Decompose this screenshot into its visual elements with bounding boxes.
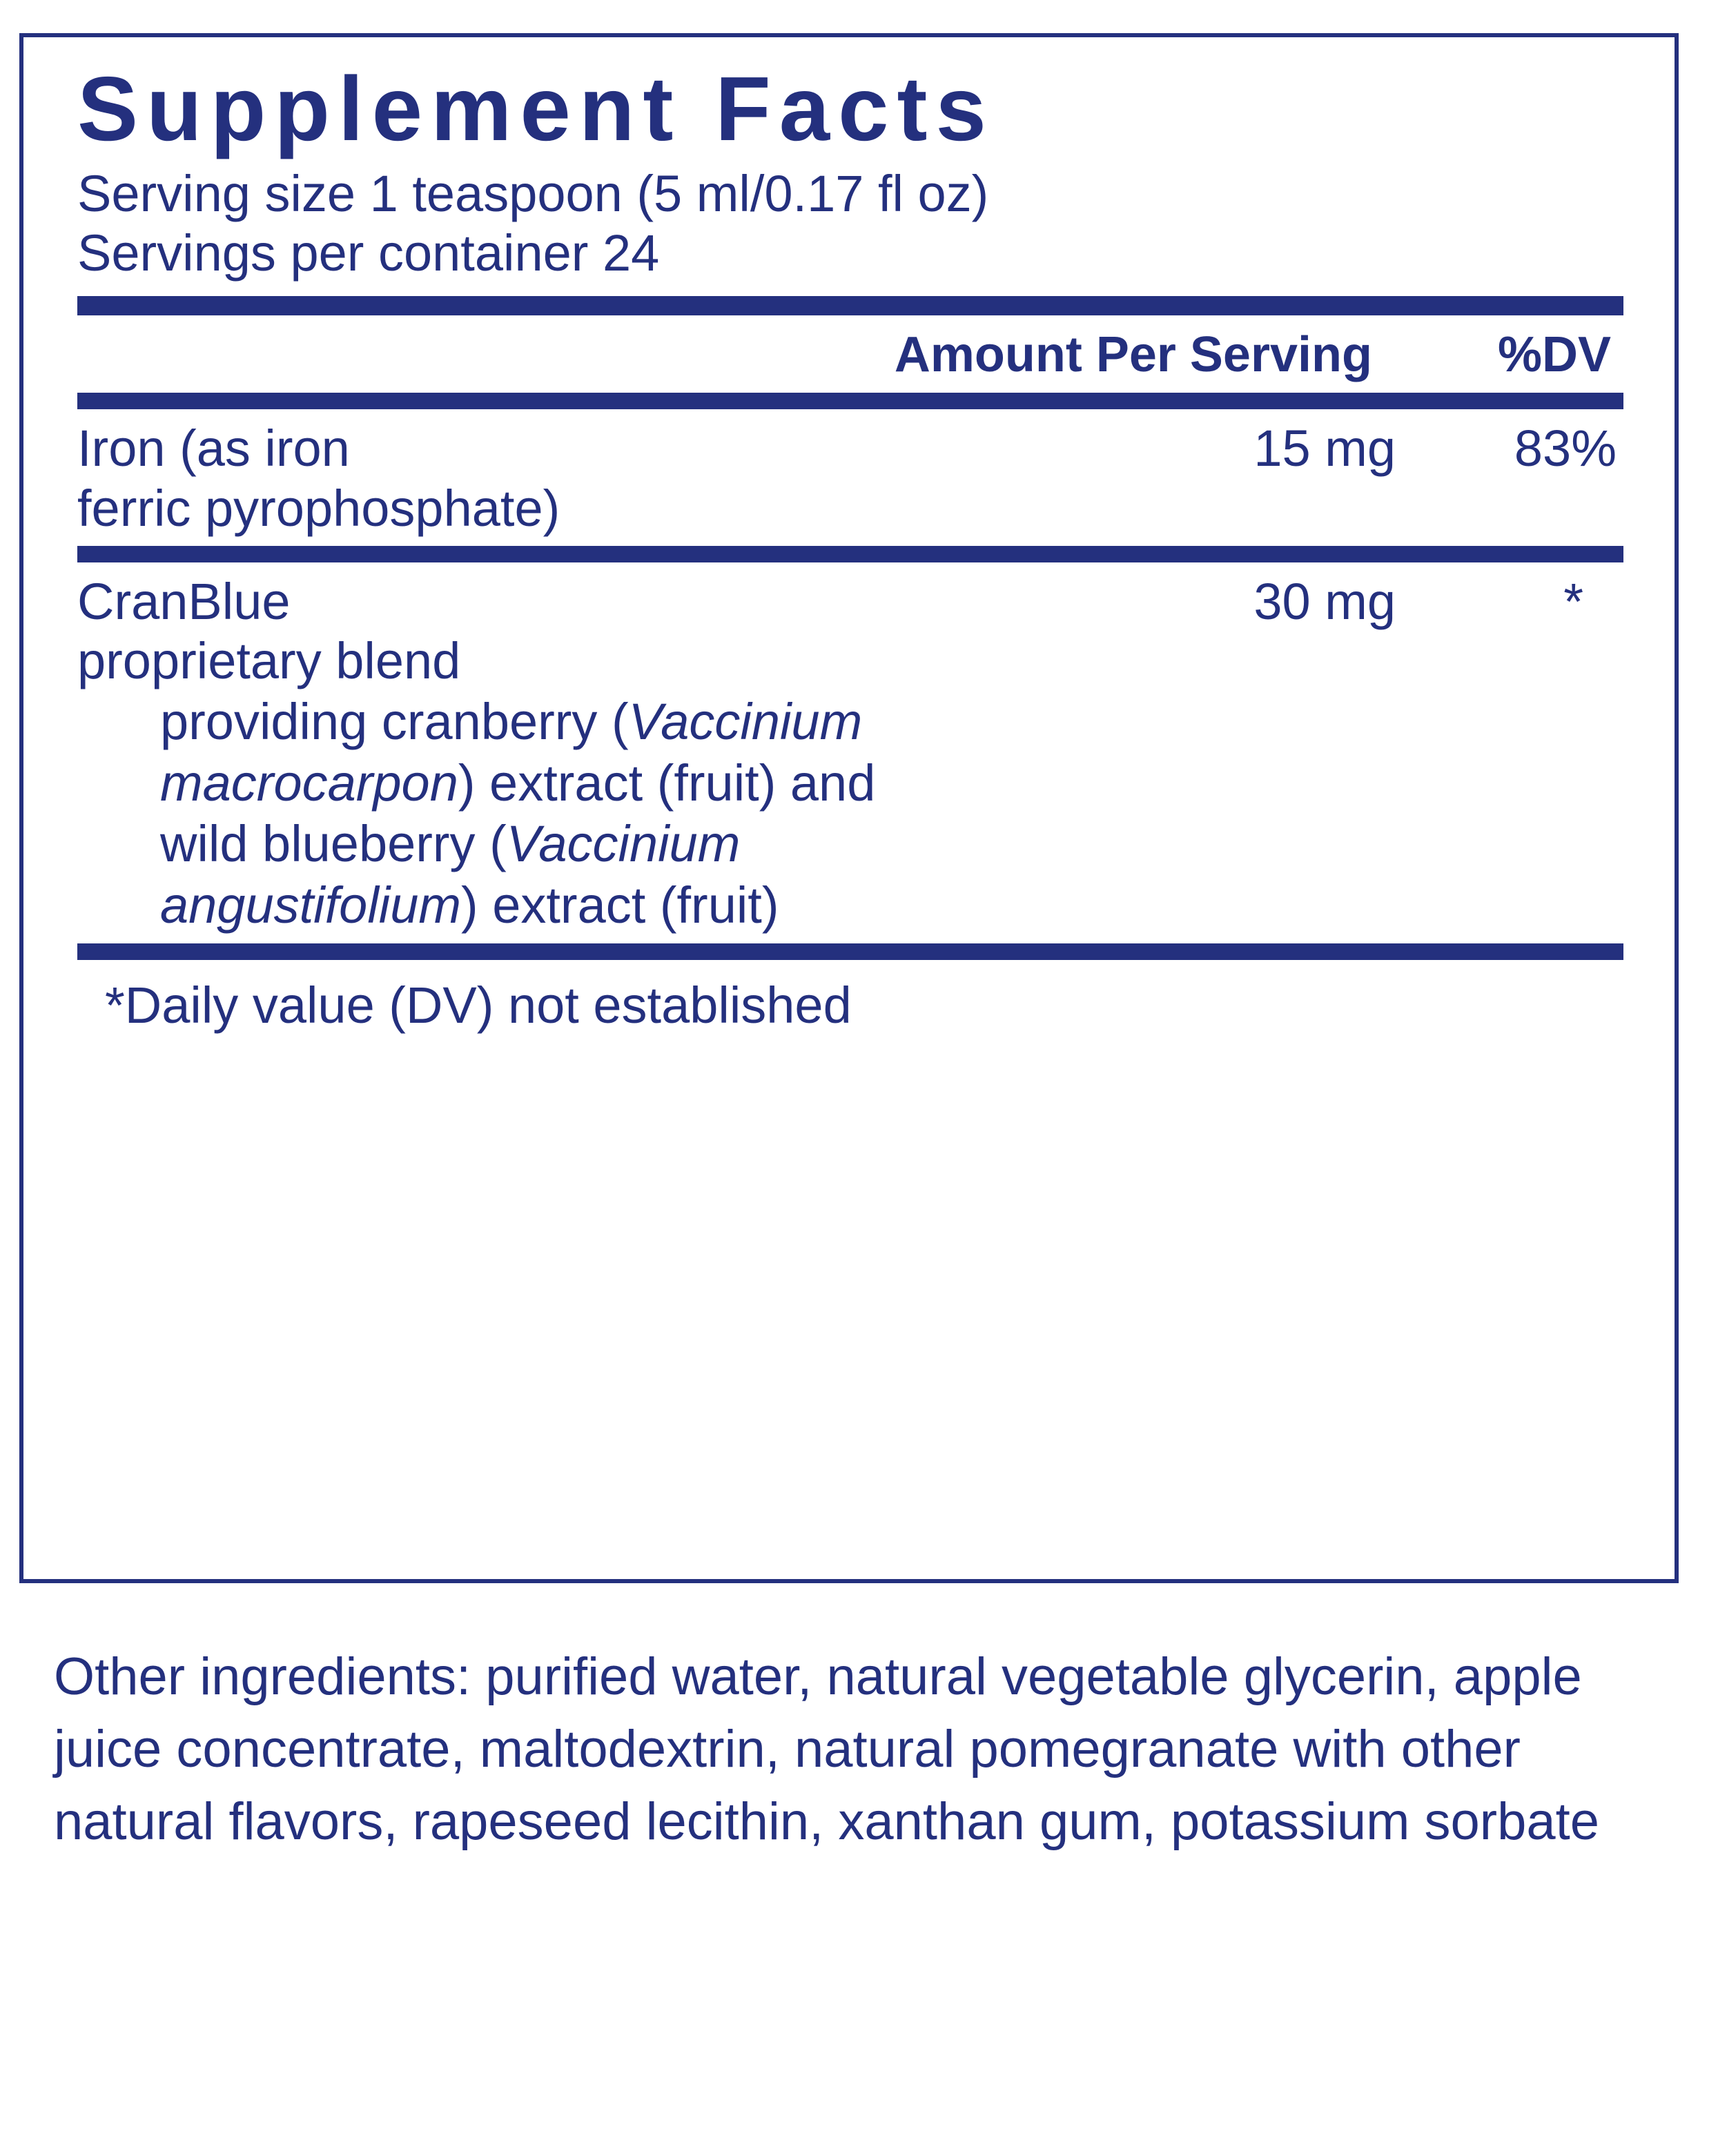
supplement-facts-panel xyxy=(19,33,1679,1583)
page-title: Supplement Facts xyxy=(77,58,995,159)
sub-line-3-text: wild blueberry ( xyxy=(160,815,507,873)
nutrient-dv-cranblue: * xyxy=(1563,572,1583,630)
nutrient-amount-cranblue: 30 mg xyxy=(1253,572,1396,630)
panel-content xyxy=(77,58,1633,1037)
nutrient-name-cranblue: CranBlue xyxy=(77,572,291,630)
nutrient-row-cranblue xyxy=(77,562,1623,943)
column-header-dv: %DV xyxy=(1497,327,1611,383)
column-header-amount: Amount Per Serving xyxy=(894,327,1372,383)
nutrient-sub-line-2 xyxy=(77,753,1623,814)
other-ingredients-text: Other ingredients: purified water, natural vegetable glycerin, apple juice concentrate, maltodextrin, natural pomegranate with other natural flavors, rapeseed lecithin, xanthan gum, potassium sorbate xyxy=(54,1647,1600,1851)
nutrient-sub-line-1 xyxy=(77,692,1623,753)
divider-medium-cranblue xyxy=(77,943,1623,960)
column-header-row xyxy=(77,315,1623,393)
servings-per-container-text: Servings per container 24 xyxy=(77,224,660,282)
sub-line-1-italic: Vaccinium xyxy=(628,692,863,750)
sub-line-1-text: providing cranberry ( xyxy=(160,692,629,750)
sub-line-3-italic: Vaccinium xyxy=(506,815,741,873)
sub-line-2-italic: macrocarpon xyxy=(160,754,458,812)
nutrient-name-iron-continued: ferric pyrophosphate) xyxy=(77,480,560,538)
divider-medium-header xyxy=(77,393,1623,409)
nutrient-sub-line-4 xyxy=(77,875,1623,937)
sub-line-2-text: ) extract (fruit) and xyxy=(458,754,876,812)
nutrient-sub-line-3 xyxy=(77,814,1623,875)
nutrient-name-iron: Iron (as iron xyxy=(77,420,350,478)
nutrient-amount-iron: 15 mg xyxy=(1253,420,1396,478)
divider-thick-top xyxy=(77,296,1623,315)
divider-medium-iron xyxy=(77,546,1623,562)
sub-line-4-italic: angustifolium xyxy=(160,876,462,934)
nutrient-row-iron xyxy=(77,409,1623,545)
sub-line-4-text: ) extract (fruit) xyxy=(461,876,779,934)
nutrient-name-cranblue-continued: proprietary blend xyxy=(77,632,461,690)
serving-size-text: Serving size 1 teaspoon (5 ml/0.17 fl oz) xyxy=(77,164,989,222)
nutrient-main-line xyxy=(77,572,1623,632)
daily-value-footnote: *Daily value (DV) not established xyxy=(105,976,852,1034)
nutrient-main-line xyxy=(77,419,1623,479)
nutrient-dv-iron: 83% xyxy=(1514,420,1617,478)
